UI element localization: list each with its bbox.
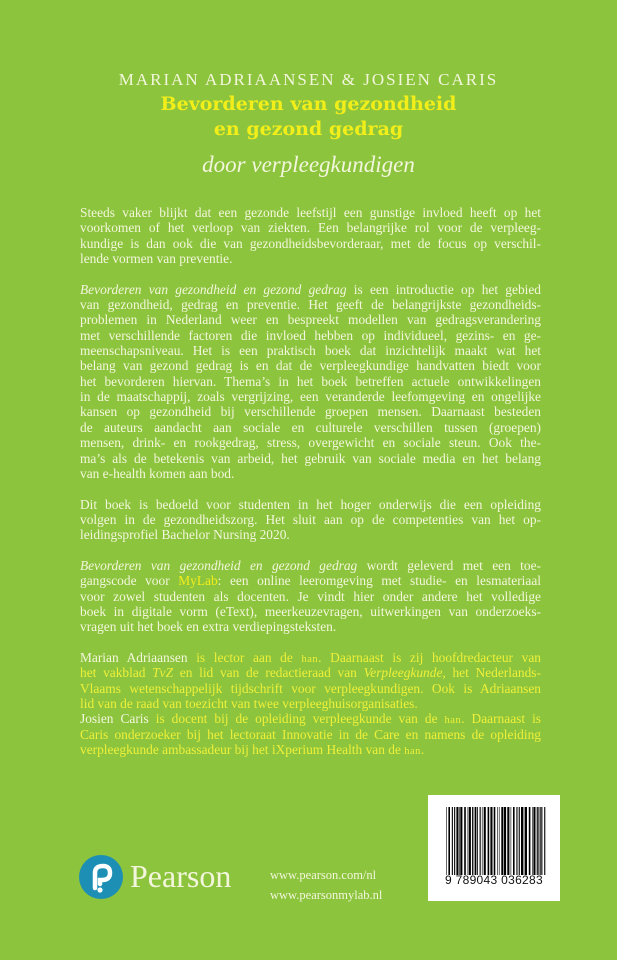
- text-line: [80, 466, 541, 481]
- text-segment: Verpleegkunde: [363, 665, 443, 681]
- text-segment: Steeds vaker blijkt dat een gezonde leefstijl een gunstige invloed heeft op het: [80, 205, 541, 220]
- text-line: [80, 312, 541, 327]
- text-segment: met verschillende factoren die invloed hebben op individueel, gezins- en ge-: [80, 327, 541, 343]
- text-line: [80, 711, 541, 726]
- text-segment: mensen, drink- en rookgedrag, stress, overgewicht en sociale steun. Ook the-: [80, 435, 541, 451]
- barcode-bar: [472, 807, 473, 875]
- text-line: [80, 497, 541, 512]
- text-segment: voorkomen of het verloop van ziekten. Een belangrijke rol voor de verpleeg-: [80, 220, 541, 236]
- text-segment: han: [444, 715, 462, 727]
- text-segment: Caris onderzoeker bij het lectoraat Innovatie in de Care en namens de opleiding: [80, 726, 541, 742]
- text-line: [80, 604, 541, 619]
- barcode-bar: [504, 807, 506, 875]
- barcode-bar: [533, 807, 535, 875]
- text-line: [80, 573, 541, 588]
- text-line: [80, 527, 541, 542]
- barcode-bar: [519, 807, 520, 875]
- barcode-bar: [513, 807, 515, 875]
- text-segment: han: [301, 653, 319, 665]
- text-line: [80, 681, 541, 696]
- text-segment: wordt geleverd met een toe-: [357, 557, 541, 573]
- isbn-number: 9 789043 036283: [445, 873, 543, 887]
- text-line: [80, 328, 541, 343]
- paragraph: [80, 650, 541, 711]
- text-segment: . Daarnaast is: [461, 711, 541, 727]
- text-segment: Bevorderen van gezondheid en gezond gedrag: [80, 281, 347, 297]
- text-segment: is een introductie op het gebied: [346, 281, 541, 297]
- text-line: [80, 558, 541, 573]
- barcode-bar: [482, 807, 483, 875]
- text-segment: : een online leeromgeving met studie- en lesmateriaal: [217, 573, 541, 589]
- urls: [270, 865, 382, 905]
- barcode-bar: [544, 807, 545, 875]
- barcode-bar: [540, 807, 541, 875]
- text-line: [80, 696, 541, 711]
- subtitle: door verpleegkundigen: [202, 152, 415, 177]
- barcode-bar: [456, 807, 458, 875]
- text-segment: het vakblad: [80, 665, 153, 681]
- text-line: [80, 420, 541, 435]
- text-segment: is docent bij de opleiding verpleegkunde van de: [148, 711, 445, 727]
- barcode-bar: [480, 807, 481, 875]
- barcode-bars: [446, 807, 546, 875]
- barcode-bar: [484, 807, 486, 875]
- text-segment: Marian Adriaansen: [80, 649, 188, 665]
- paragraph: [80, 282, 541, 481]
- text-segment: van gezondheid, gedrag en preventie. Het geeft de belangrijkste gezondheids-: [80, 297, 541, 313]
- url-mylab[interactable]: www.pearsonmylab.nl: [270, 888, 383, 902]
- text-segment: boek in digitale vorm (eText), meerkeuzevragen, uitwerkingen van onderzoeks-: [80, 603, 541, 619]
- text-segment: gangscode voor: [80, 573, 179, 589]
- text-segment: han: [404, 746, 421, 758]
- barcode-bar: [501, 807, 503, 875]
- barcode-bar: [497, 807, 498, 875]
- text-line: [80, 251, 541, 266]
- text-segment: .: [420, 742, 425, 758]
- text-line: [80, 512, 541, 527]
- text-segment: , het Nederlands-: [442, 665, 541, 681]
- text-line: [80, 650, 541, 665]
- text-line: [80, 589, 541, 604]
- barcode-bar: [532, 807, 533, 875]
- publisher-name: Pearson: [130, 858, 232, 894]
- text-line: [80, 220, 541, 235]
- barcode-bar: [452, 807, 453, 875]
- barcode-bar: [521, 807, 523, 875]
- barcode-bar: [448, 807, 450, 875]
- paragraph: [80, 497, 541, 543]
- paragraph: [80, 558, 541, 635]
- barcode-bar: [537, 807, 538, 875]
- text-line: [80, 665, 541, 680]
- barcode-bar: [454, 807, 455, 875]
- paragraph: [80, 205, 541, 266]
- barcode-bar: [474, 807, 475, 875]
- text-segment: het bevorderen hiervan. Thema’s in het boek betreffen actuele ontwikkelingen: [80, 373, 541, 389]
- text-segment: Vlaams wetenschappelijk tijdschrift voor verpleegkundigen. Ook is Adriaansen: [80, 680, 541, 696]
- text-segment: in de maatschappij, zoals vergrijzing, een veranderde leefomgeving en ongelijke: [80, 389, 541, 405]
- barcode-bar: [494, 807, 496, 875]
- text-segment: Josien Caris: [80, 711, 149, 727]
- text-segment: Bevorderen van gezondheid en gezond gedrag: [80, 557, 358, 573]
- text-segment: meenschapsniveau. Het is een praktisch boek dat inzichtelijk maakt wat het: [80, 343, 541, 359]
- barcode-bar: [464, 807, 466, 875]
- barcode-bar: [460, 807, 462, 875]
- text-segment: Dit boek is bedoeld voor studenten in het hoger onderwijs die een opleiding: [80, 496, 541, 512]
- text-line: [80, 451, 541, 466]
- text-line: [80, 297, 541, 312]
- url-pearson[interactable]: www.pearson.com/nl: [270, 868, 377, 882]
- text-line: [80, 389, 541, 404]
- text-line: [80, 742, 541, 757]
- barcode-bar: [516, 807, 517, 875]
- text-segment: leidingsprofiel Bachelor Nursing 2020.: [80, 527, 290, 543]
- text-line: [80, 374, 541, 389]
- text-segment: lende vormen van preventie.: [80, 251, 233, 267]
- text-segment: volgen in de gezondheidszorg. Het sluit aan op de competenties van het op-: [80, 511, 541, 527]
- text-segment: . Daarnaast is zij hoofdredacteur van: [318, 649, 541, 665]
- text-line: [80, 727, 541, 742]
- barcode-bar: [488, 807, 490, 875]
- text-segment: problemen in Nederland weer en bespreekt modellen van gedragsverandering: [80, 312, 541, 328]
- barcode-bar: [499, 807, 500, 875]
- text-segment: kansen op gezondheid bij verschillende groepen mensen. Daarnaast besteden: [80, 404, 541, 420]
- text-line: [80, 404, 541, 419]
- text-segment: is lector aan de: [187, 649, 302, 665]
- book-title: [0, 92, 617, 142]
- text-line: [80, 343, 541, 358]
- blurb-text: [80, 205, 541, 773]
- text-segment: TvZ: [152, 665, 174, 681]
- text-segment: verpleegkunde ambassadeur bij het iXperium Health van de: [80, 742, 405, 758]
- barcode-bar: [511, 807, 512, 875]
- text-line: [80, 282, 541, 297]
- mylab-link[interactable]: MyLab: [178, 573, 218, 589]
- pearson-logo-icon: [79, 855, 123, 899]
- text-segment: ma’s als de betekenis van arbeid, het gebruik van sociale media en het belang: [80, 450, 541, 466]
- authors: MARIAN ADRIAANSEN & JOSIEN CARIS: [118, 70, 499, 89]
- text-segment: en lid van de redactieraad van: [173, 665, 364, 681]
- text-segment: belang van gezond gedrag is en dat de verpleegkundige handvatten biedt voor: [80, 358, 541, 374]
- text-line: [80, 205, 541, 220]
- barcode-bar: [524, 807, 525, 875]
- text-line: [80, 358, 541, 373]
- text-segment: voor zowel studenten als docenten. Je vindt hier onder andere het volledige: [80, 588, 541, 604]
- title-line-2: en gezond gedrag: [213, 118, 404, 140]
- text-segment: van e-health komen aan bod.: [80, 465, 235, 481]
- text-segment: vragen uit het boek en extra verdiepingsteksten.: [80, 619, 337, 635]
- title-line-1: Bevorderen van gezondheid: [160, 93, 457, 115]
- barcode-bar: [490, 807, 492, 875]
- barcode-bar: [475, 807, 476, 875]
- barcode: [428, 795, 560, 901]
- barcode-bar: [459, 807, 460, 875]
- barcode-bar: [507, 807, 509, 875]
- paragraph: [80, 711, 541, 757]
- barcode-bar: [538, 807, 539, 875]
- barcode-bar: [468, 807, 469, 875]
- barcode-bar: [525, 807, 527, 875]
- text-segment: de auteurs aandacht aan sociale en culturele verschillen tussen (groepen): [80, 419, 541, 435]
- text-segment: lid van de raad van toezicht van twee verpleeghuisorganisaties.: [80, 696, 418, 711]
- barcode-bar: [469, 807, 471, 875]
- barcode-bar: [541, 807, 542, 875]
- text-line: [80, 236, 541, 251]
- text-line: [80, 435, 541, 450]
- barcode-bar: [477, 807, 478, 875]
- text-line: [80, 619, 541, 634]
- barcode-bar: [529, 807, 531, 875]
- text-segment: kundige is dan ook die van gezondheidsbevorderaar, met de focus op verschil-: [80, 235, 541, 251]
- barcode-bar: [446, 807, 447, 875]
